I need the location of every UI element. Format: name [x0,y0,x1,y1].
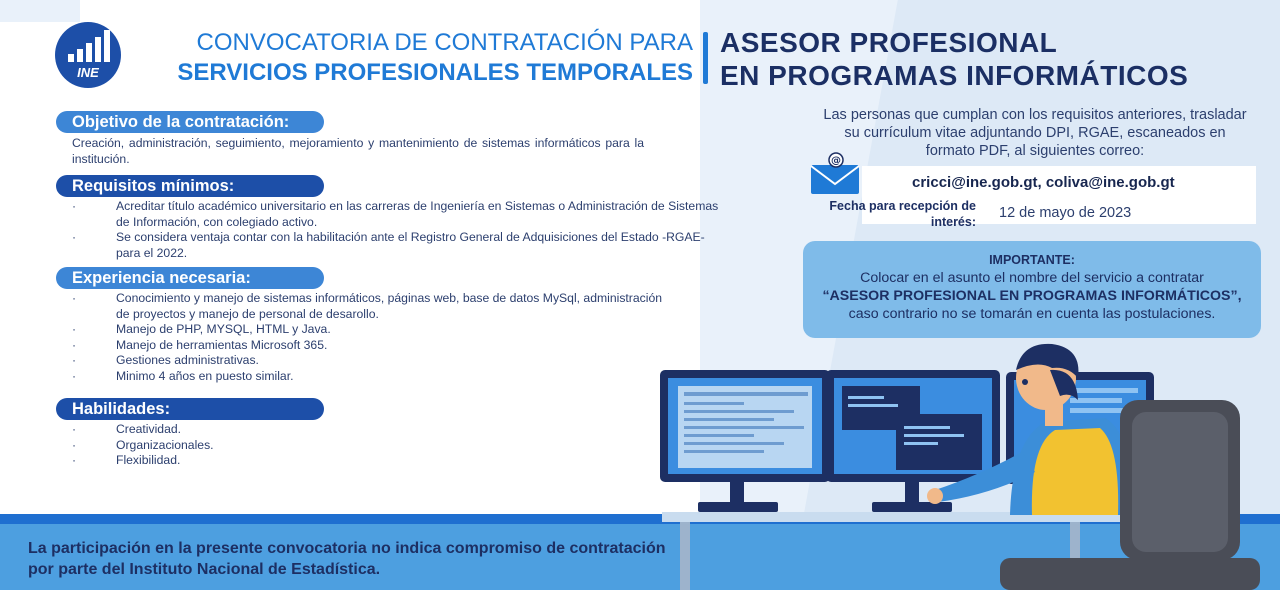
section-heading-requisitos: Requisitos mínimos: [56,175,324,197]
logo-bar-icon [104,30,110,62]
background-top-strip [0,0,80,22]
call-title [130,28,693,88]
logo-bar-icon [77,49,83,62]
position-title-line1: ASESOR PROFESIONAL [720,27,1058,58]
call-title-line1: CONVOCATORIA DE CONTRATACIÓN PARA [196,29,693,56]
logo-bar-icon [95,37,101,62]
programmer-illustration [650,340,1280,590]
list-item: · Creatividad. [72,422,722,438]
list-item: · Manejo de PHP, MYSQL, HTML y Java. [72,322,672,338]
logo-label: INE [77,65,99,80]
objetivo-text: Creación, administración, seguimiento, mejoramiento y mantenimiento de sistemas informáticos para la institución. [72,136,644,166]
deadline-label: Fecha para recepción de interés: [829,199,976,229]
important-line2: “ASESOR PROFESIONAL EN PROGRAMAS INFORMÁTICOS”, [822,288,1242,304]
important-line3: caso contrario no se tomarán en cuenta las postulaciones. [848,306,1216,322]
section-heading-experiencia: Experiencia necesaria: [56,267,324,289]
experiencia-list [72,291,672,384]
email-envelope-icon [810,152,864,196]
svg-text:@: @ [831,155,841,167]
list-item: · Conocimiento y manejo de sistemas informáticos, páginas web, base de datos MySql, administración de proyectos y manejo de personal de desarollo. [72,291,672,322]
section-heading-habilidades: Habilidades: [56,398,324,420]
logo-bar-icon [86,43,92,62]
deadline-value: 12 de mayo de 2023 [999,205,1132,221]
call-title-line2: SERVICIOS PROFESIONALES TEMPORALES [177,59,693,86]
header-divider [703,32,708,84]
application-instructions: Las personas que cumplan con los requisitos anteriores, trasladar su currículum vitae adjuntando DPI, RGAE, escaneados en formato PDF, al siguientes correo: [823,107,1247,159]
contact-emails[interactable]: cricci@ine.gob.gt, coliva@ine.gob.gt [912,174,1175,191]
position-title-line2: EN PROGRAMAS INFORMÁTICOS [720,60,1189,91]
ine-logo [55,22,121,88]
important-title: IMPORTANTE: [989,253,1075,267]
list-item: · Gestiones administrativas. [72,353,672,369]
important-notice [803,241,1261,338]
habilidades-list [72,422,722,469]
logo-bar-icon [68,54,74,62]
important-line1: Colocar en el asunto el nombre del servicio a contratar [860,270,1204,286]
monitor-left-icon [660,370,830,512]
list-item: · Se considera ventaja contar con la habilitación ante el Registro General de Adquisiciones del Estado -RGAE- para el 2022. [72,230,722,261]
list-item: · Organizacionales. [72,438,722,454]
footer-disclaimer: La participación en la presente convocatoria no indica compromiso de contratación por parte del Instituto Nacional de Estadística. [28,540,666,578]
list-item: · Manejo de herramientas Microsoft 365. [72,338,672,354]
section-heading-objetivo: Objetivo de la contratación: [56,111,324,133]
requisitos-list [72,199,722,261]
position-title [720,26,1188,92]
list-item: · Minimo 4 años en puesto similar. [72,369,672,385]
list-item: · Acreditar título académico universitario en las carreras de Ingeniería en Sistemas o Administración de Sistemas de Información, con colegiado activo. [72,199,722,230]
list-item: · Flexibilidad. [72,453,722,469]
